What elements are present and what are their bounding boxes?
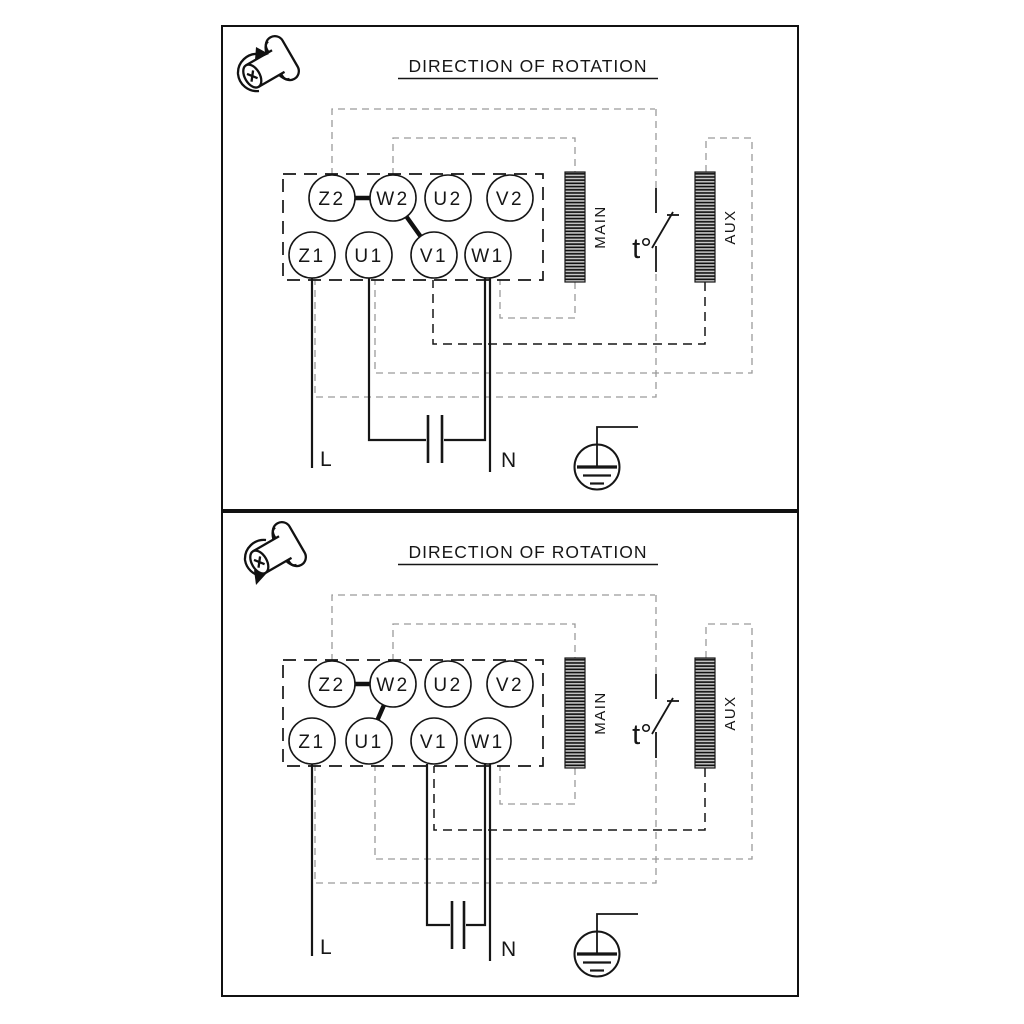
terminal-label: Z2: [318, 675, 346, 696]
terminal-label: W2: [376, 189, 410, 210]
terminal-label: U1: [354, 246, 384, 267]
rotation-direction-icon: [234, 33, 303, 100]
wire-v1-capacitor: [427, 764, 450, 925]
rotation-direction-icon: [241, 519, 310, 586]
line-label: L: [320, 936, 332, 959]
circuit-diagram-2: [221, 511, 799, 997]
terminal-label: Z1: [298, 246, 326, 267]
thermal-switch: [632, 109, 679, 272]
terminal-label: W2: [376, 675, 410, 696]
main-winding: [565, 658, 585, 768]
route-z2-thermal: [332, 595, 655, 661]
thermal-switch-label: t°: [632, 719, 652, 751]
earth-symbol: [575, 914, 639, 977]
terminal-label: U2: [433, 189, 463, 210]
terminal-circles: [289, 661, 533, 764]
terminal-label: U1: [354, 732, 384, 753]
thermal-switch-label: t°: [632, 233, 652, 265]
panel-rotation-2: [221, 511, 799, 997]
aux-winding-label: AUX: [722, 695, 739, 731]
terminal-label: W1: [471, 246, 505, 267]
earth-symbol: [575, 427, 639, 490]
panel-rotation-1: [221, 25, 799, 511]
line-label: L: [320, 448, 332, 471]
main-winding: [565, 172, 585, 282]
terminal-label: V1: [419, 732, 449, 753]
main-winding-label: MAIN: [592, 691, 609, 735]
terminal-label: V2: [495, 675, 525, 696]
terminal-label: U2: [433, 675, 463, 696]
aux-winding: [695, 658, 715, 768]
thermal-switch: [632, 595, 679, 758]
wire-capacitor-w1: [444, 278, 485, 440]
neutral-label: N: [501, 449, 517, 472]
page-title: DIRECTION OF ROTATION: [408, 56, 648, 76]
wire-u1-capacitor: [369, 278, 426, 440]
route-aux-bottom-v1: [434, 766, 705, 830]
aux-winding: [695, 172, 715, 282]
capacitor: [428, 415, 442, 463]
route-z2-thermal: [332, 109, 655, 175]
route-aux-bottom-v1: [433, 280, 705, 344]
jumper-w2-v1: [406, 216, 421, 237]
neutral-label: N: [501, 938, 517, 961]
route-w2-main-top: [393, 624, 575, 661]
jumper-w2-u1: [377, 705, 384, 721]
route-w2-main-top: [393, 138, 575, 175]
route-main-bottom-w1: [500, 280, 575, 318]
terminal-label: Z1: [298, 732, 326, 753]
wire-capacitor-w1: [466, 764, 485, 925]
circuit-diagram-1: [221, 25, 799, 511]
terminal-label: V2: [495, 189, 525, 210]
terminal-label: V1: [419, 246, 449, 267]
aux-winding-label: AUX: [722, 209, 739, 245]
main-winding-label: MAIN: [592, 205, 609, 249]
terminal-label: W1: [471, 732, 505, 753]
terminal-label: Z2: [318, 189, 346, 210]
capacitor: [452, 901, 464, 949]
route-main-bottom-w1: [500, 766, 575, 804]
page-title: DIRECTION OF ROTATION: [408, 542, 648, 562]
